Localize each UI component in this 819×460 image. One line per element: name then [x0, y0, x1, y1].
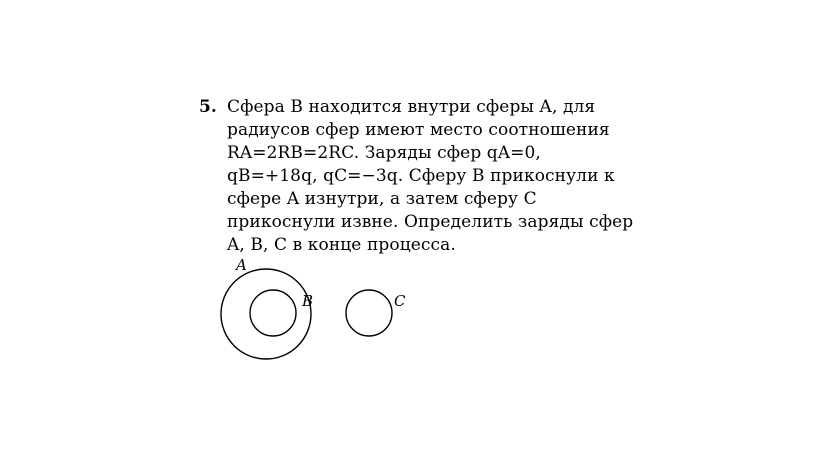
sphere-b-circle: [250, 290, 296, 336]
problem-number: 5.: [199, 97, 217, 117]
problem-line-6: прикоснули извне. Определить заряды сфер: [227, 212, 634, 232]
problem-line-2: радиусов сфер имеют место соотношения: [227, 120, 610, 140]
label-a: A: [236, 256, 247, 274]
problem-line-5: сфере A изнутри, а затем сферу C: [227, 189, 537, 209]
problem-line-4: qB=+18q, qC=−3q. Сферу B прикоснули к: [227, 166, 615, 186]
problem-line-7: A, B, C в конце процесса.: [227, 235, 456, 255]
label-b: B: [302, 292, 314, 310]
sphere-a-circle: [221, 269, 314, 359]
label-c: C: [394, 292, 406, 310]
problem-line-3: RA=2RB=2RC. Заряды сфер qA=0,: [227, 143, 541, 163]
sphere-c-circle: [346, 290, 392, 336]
problem-line-1: Сфера B находится внутри сферы A, для: [227, 97, 596, 117]
